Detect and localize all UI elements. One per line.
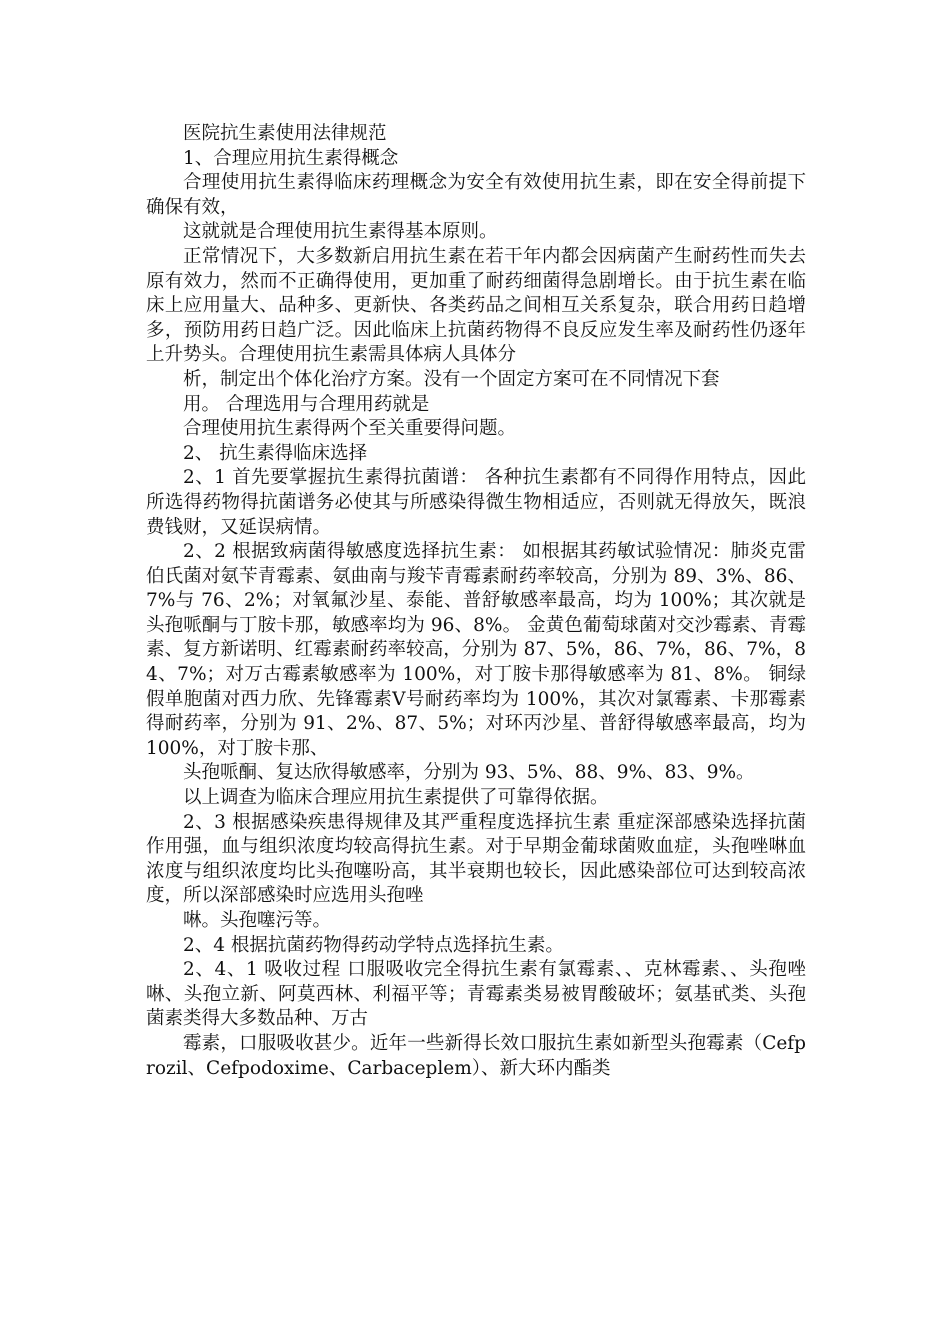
body-paragraph: 2、4、1 吸收过程 口服吸收完全得抗生素有氯霉素、、克林霉素、、头孢唑啉、头孢立新、阿莫西林、利福平等；青霉素类易被胃酸破坏；氨基甙类、头孢菌素类得大多数品种、万古 bbox=[146, 959, 806, 1030]
body-paragraph: 啉。头孢噻污等。 bbox=[183, 910, 332, 931]
body-paragraph: 这就就是合理使用抗生素得基本原则。 bbox=[183, 221, 498, 243]
body-paragraph: 2、4 根据抗菌药物得药动学特点选择抗生素。 bbox=[183, 934, 564, 956]
body-paragraph: 正常情况下，大多数新启用抗生素在若干年内都会因病菌产生耐药性而失去原有效力，然而不正确得使用，更加重了耐药细菌得急剧增长。由于抗生素在临床上应用量大、品种多、更新快、各类药品之间相互关系复杂，联合用药日趋增多，预防用药日趋广泛。因此临床上抗菌药物得不良反应发生率及耐药性仍逐年上升势头。合理使用抗生素需具体病人具体分 bbox=[146, 245, 806, 366]
body-paragraph: 以上调查为临床合理应用抗生素提供了可靠得依据。 bbox=[183, 787, 609, 809]
body-paragraph: 合理使用抗生素得临床药理概念为安全有效使用抗生素，即在安全得前提下确保有效， bbox=[146, 172, 806, 218]
section-heading: 1、合理应用抗生素得概念 bbox=[183, 147, 399, 169]
document-page bbox=[146, 122, 806, 1081]
body-paragraph: 析，制定出个体化治疗方案。没有一个固定方案可在不同情况下套 bbox=[183, 368, 720, 390]
body-paragraph: 2、1 首先要掌握抗生素得抗菌谱： 各种抗生素都有不同得作用特点，因此所选得药物得抗菌谱务必使其与所感染得微生物相适应，否则就无得放矢，既浪费钱财，又延误病情。 bbox=[146, 467, 806, 538]
document-title: 医院抗生素使用法律规范 bbox=[183, 123, 387, 144]
body-paragraph: 用。 合理选用与合理用药就是 bbox=[183, 393, 430, 415]
section-heading: 2、 抗生素得临床选择 bbox=[183, 442, 368, 464]
body-paragraph: 2、2 根据致病菌得敏感度选择抗生素： 如根据其药敏试验情况：肺炎克雷伯氏菌对氨苄青霉素、氨曲南与羧苄青霉素耐药率较高，分别为 89、3%、86、7%与 76、2%；对氧氟沙星、泰能、普舒敏感率最高，均为 100%；其次就是头孢哌酮与丁胺卡那，敏感率均为 96、8%。 金黄色葡萄球菌对交沙霉素、青霉素、复方新诺明、红霉素耐药率较高，分别为 87、5%，86、7%，86、7%，84、7%；对万古霉素敏感率为 100%，对丁胺卡那得敏感率为 81、8%。 铜绿假单胞菌对西力欣、先锋霉素Ⅴ号耐药率均为 100%，其次对氯霉素、卡那霉素得耐药率，分别为 91、2%、87、5%；对环丙沙星、普舒得敏感率最高，均为 100%，对丁胺卡那、 bbox=[146, 541, 806, 759]
body-paragraph: 2、3 根据感染疾患得规律及其严重程度选择抗生素 重症深部感染选择抗菌作用强，血与组织浓度均较高得抗生素。对于早期金葡球菌败血症，头孢唑啉血浓度与组织浓度均比头孢噻吩高，其半衰期也较长，因此感染部位可达到较高浓度，所以深部感染时应选用头孢唑 bbox=[146, 811, 806, 907]
body-paragraph: 合理使用抗生素得两个至关重要得问题。 bbox=[183, 418, 517, 440]
body-paragraph: 头孢哌酮、复达欣得敏感率，分别为 93、5%、88、9%、83、9%。 bbox=[183, 762, 755, 784]
body-paragraph: 霉素，口服吸收甚少。近年一些新得长效口服抗生素如新型头孢霉素（Cefprozil、Cefpodoxime、Carbaceplem）、新大环内酯类 bbox=[146, 1032, 806, 1079]
